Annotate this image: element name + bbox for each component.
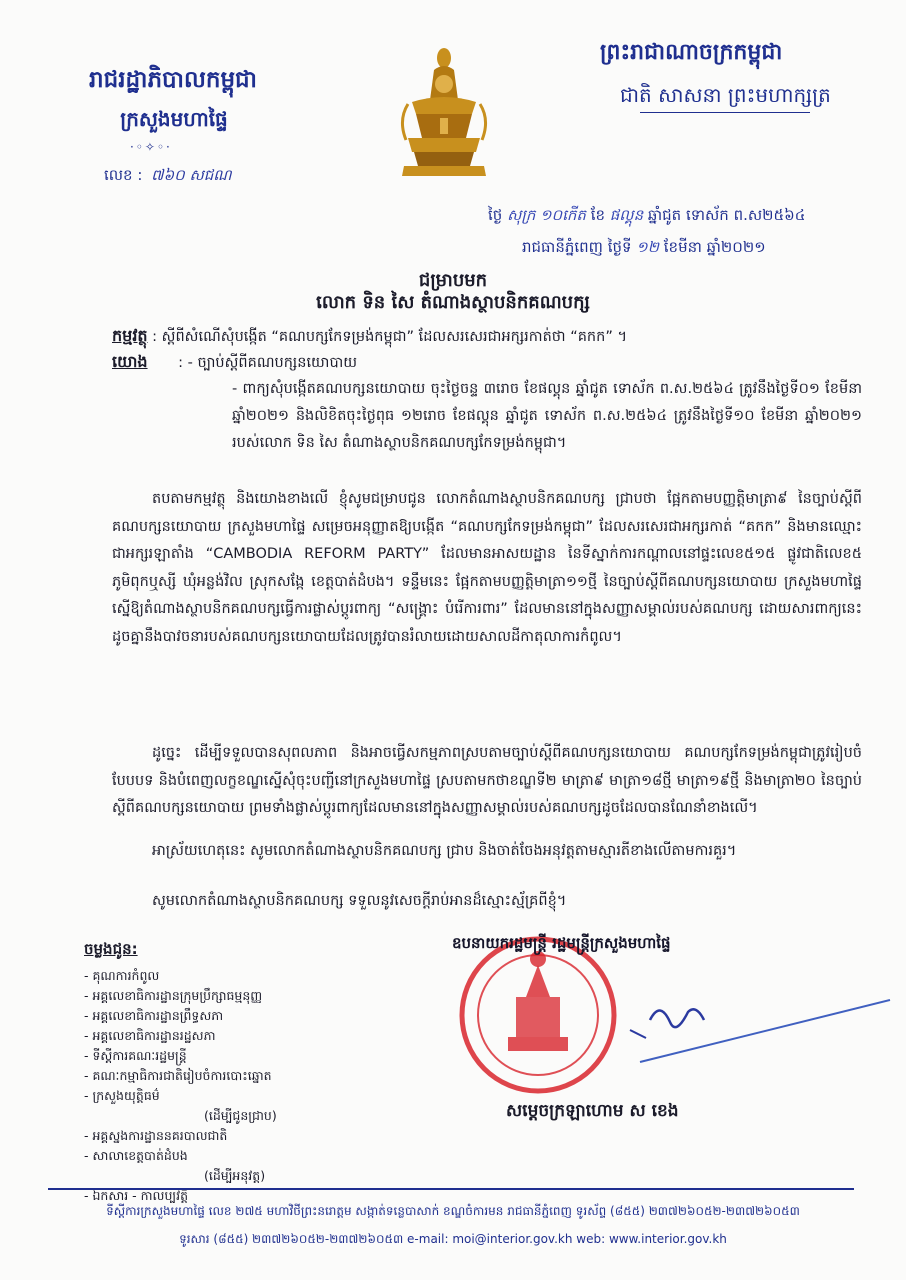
- lunar-date-prefix: ថ្ងៃ: [488, 206, 503, 224]
- cc-item: - ឯកសារ - កាលប្បវត្តិ: [84, 1188, 189, 1203]
- subject-text: : ស្តីពីសំណើសុំបង្កើត “គណបក្សកែទម្រង់កម្ពុជា” ដែលសរសេរជាអក្សរកាត់ថា “គកក” ។: [152, 329, 628, 345]
- reference-item-2: - ពាក្យសុំបង្កើតគណបក្សនយោបាយ ចុះថ្ងៃចន្ទ ៣រោច ខែផល្គុន ឆ្នាំជូត ទោស័ក ព.ស.២៥៦៤ ត្រូវនឹងថ្ងៃទី០១ ខែមីនា ឆ្នាំ២០២១ និងលិខិតចុះថ្ងៃពុធ ១២រោច ខែផល្គុន ឆ្នាំជូត ទោស័ក ព.ស.២៥៦៤ ត្រូវនឹងថ្ងៃទី១០ ខែមីនា ឆ្នាំ២០២១ របស់លោក ទិន សៃ តំណាងស្ថាបនិកគណបក្សកែទម្រង់កម្ពុជា។: [232, 381, 862, 451]
- cc-item: - អគ្គលេខាធិការដ្ឋានព្រឹទ្ធសភា: [84, 1008, 224, 1023]
- cc-item: - អគ្គលេខាធិការដ្ឋានរដ្ឋសភា: [84, 1028, 216, 1043]
- cc-item: - សាលាខេត្តបាត់ដំបង: [84, 1148, 188, 1163]
- addressee-name: លោក ទិន សៃ តំណាងស្ថាបនិកគណបក្ស: [316, 292, 590, 313]
- body-paragraph-3: អាស្រ័យហេតុនេះ សូមលោកតំណាងស្ថាបនិកគណបក្ស ជ្រាប និងចាត់ចែងអនុវត្តតាមស្មារតីខាងលើតាមការគួរ។: [152, 843, 737, 859]
- body-paragraph-2: ដូច្នេះ ដើម្បីទទួលបានសុពលភាព និងអាចធ្វើសកម្មភាពស្របតាមច្បាប់ស្តីពីគណបក្សនយោបាយ គណបក្សកែទម្រង់កម្ពុជាត្រូវរៀបចំបែបបទ និងបំពេញលក្ខខណ្ឌស្នើសុំចុះបញ្ជីនៅក្រសួងមហាផ្ទៃ ស្របតាមកថាខណ្ឌទី២ មាត្រា៩ មាត្រា១៨ថ្មី មាត្រា១៩ថ្មី និងមាត្រា២០ នៃច្បាប់ស្តីពីគណបក្សនយោបាយ ព្រមទាំងផ្លាស់ប្តូរពាក្យដែលមាននៅក្នុងសញ្ញាសម្គាល់របស់គណបក្សដូចដែលបានណែនាំខាងលើ។: [112, 745, 862, 816]
- reference-label: យោង: [112, 352, 148, 371]
- ornament-divider: ·◦✧◦·: [130, 140, 172, 154]
- signer-title: ឧបនាយករដ្ឋមន្ត្រី រដ្ឋមន្ត្រីក្រសួងមហាផ្ទៃ: [452, 934, 671, 952]
- lunar-year: ឆ្នាំជូត ទោស័ក ព.ស២៥៦៤: [647, 206, 806, 224]
- handwritten-signature-icon: [600, 990, 900, 1070]
- body-paragraph-1: តបតាមកម្មវត្ថុ និងយោងខាងលើ ខ្ញុំសូមជម្រាបជូន លោកតំណាងស្ថាបនិកគណបក្ស ជ្រាបថា ផ្អែកតាមបញ្ញត្តិមាត្រា៩ នៃច្បាប់ស្តីពីគណបក្សនយោបាយ ក្រសួងមហាផ្ទៃ សម្រេចអនុញ្ញាតឱ្យបង្កើត “គណបក្សកែទម្រង់កម្ពុជា” ដែលសរសេរជាអក្សរកាត់ “គកក” និងមានឈ្មោះជាអក្សរឡាតាំង “CAMBODIA REFORM PARTY” ដែលមានអាសយដ្ឋាន នៃទីស្នាក់ការកណ្តាលនៅផ្ទះលេខ៥១៥ ផ្លូវជាតិលេខ៥ ភូមិពុកឬស្សី ឃុំអន្លង់វិល ស្រុកសង្កែ ខេត្តបាត់ដំបង។ ទន្ទឹមនេះ ផ្អែកតាមបញ្ញត្តិមាត្រា១១ថ្មី នៃច្បាប់ស្តីពីគណបក្សនយោបាយ ក្រសួងមហាផ្ទៃ ស្នើឱ្យតំណាងស្ថាបនិកគណបក្សធ្វើការផ្លាស់ប្តូរពាក្យ “សង្គ្រោះ បំរើការពារ” ដែលមាននៅក្នុងសញ្ញាសម្គាល់របស់គណបក្ស ដោយសារពាក្យនេះដូចគ្នានឹងបាវចនារបស់គណបក្សនយោបាយដែលត្រូវបានរំលាយដោយសាលដីកាតុលាការកំពូល។: [112, 491, 862, 645]
- cc-item: - អគ្គលេខាធិការដ្ឋានក្រុមប្រឹក្សាធម្មនុញ្ញ: [84, 988, 263, 1003]
- signer-name: សម្តេចក្រឡាហោម ស ខេង: [506, 1101, 679, 1121]
- royal-emblem-icon: [394, 40, 494, 200]
- ministry-header-line2: ក្រសួងមហាផ្ទៃ: [120, 107, 228, 131]
- gregorian-date: [522, 238, 766, 260]
- salutation: ជម្រាបមក: [418, 270, 488, 291]
- footer-address: ទីស្តីការក្រសួងមហាផ្ទៃ លេខ ២៧៥ មហាវិថីព្រះនរោត្តម សង្កាត់ទន្លេបាសាក់ ខណ្ឌចំការមន រាជធានីភ្នំពេញ ទូរស័ព្ទ (៨៥៥) ២៣៧២៦០៥២-២៣៧២៦០៥៣: [106, 1204, 800, 1218]
- day-handwritten: ១២: [636, 238, 660, 256]
- cc-note-inform: (ដើម្បីជូនជ្រាប): [204, 1108, 277, 1123]
- reference-number-label: លេខ :: [104, 166, 143, 184]
- cc-list: [84, 966, 324, 1206]
- subject-row: [112, 324, 872, 349]
- motto-underline: [640, 112, 810, 113]
- closing-paragraph: សូមលោកតំណាងស្ថាបនិកគណបក្ស ទទួលនូវសេចក្តីរាប់អានដ៏ស្មោះស្ម័គ្រពីខ្ញុំ។: [152, 893, 567, 909]
- reference-number: [104, 166, 232, 188]
- cc-note-implement: (ដើម្បីអនុវត្ត): [204, 1168, 266, 1183]
- lunar-date: [488, 206, 805, 228]
- place-date-prefix: រាជធានីភ្នំពេញ ថ្ងៃទី: [522, 238, 632, 256]
- footer-contact: ទូរសារ (៨៥៥) ២៣៧២៦០៥២-២៣៧២៦០៥៣ e-mail: moi@interior.gov.kh web: www.interior.gov.kh: [179, 1232, 727, 1246]
- cc-item: - ទីស្តីការគណៈរដ្ឋមន្ត្រី: [84, 1048, 187, 1063]
- footer-divider: [48, 1188, 854, 1190]
- cc-item: - គណៈកម្មាធិការជាតិរៀបចំការបោះឆ្នោត: [84, 1068, 272, 1083]
- reference-item-1: : - ច្បាប់ស្តីពីគណបក្សនយោបាយ: [178, 355, 358, 371]
- lunar-day-handwritten: សុក្រ ១០កើត: [507, 206, 586, 224]
- ministry-header-line1: រាជរដ្ឋាភិបាលកម្ពុជា: [89, 67, 257, 93]
- reference-number-value: ៧៦០ សជណ: [151, 166, 232, 184]
- cc-item: - គុណការកំពូល: [84, 968, 160, 983]
- lunar-month-handwritten: ផល្គុន: [609, 206, 644, 224]
- cc-item: - ក្រសួងយុត្តិធម៌: [84, 1088, 160, 1103]
- cc-item: - អគ្គស្នងការដ្ឋាននគរបាលជាតិ: [84, 1128, 228, 1143]
- kingdom-title: ព្រះរាជាណាចក្រកម្ពុជា: [600, 40, 783, 65]
- national-motto: ជាតិ សាសនា ព្រះមហាក្សត្រ: [620, 83, 831, 107]
- subject-label: កម្មវត្ថុ: [112, 326, 148, 345]
- cc-title: ចម្លងជូន:: [84, 940, 138, 958]
- lunar-month-label: ខែ: [590, 206, 605, 224]
- month-year: ខែមីនា ឆ្នាំ២០២១: [663, 238, 766, 256]
- reference-row: [112, 350, 872, 375]
- official-seal-icon: [458, 935, 618, 1095]
